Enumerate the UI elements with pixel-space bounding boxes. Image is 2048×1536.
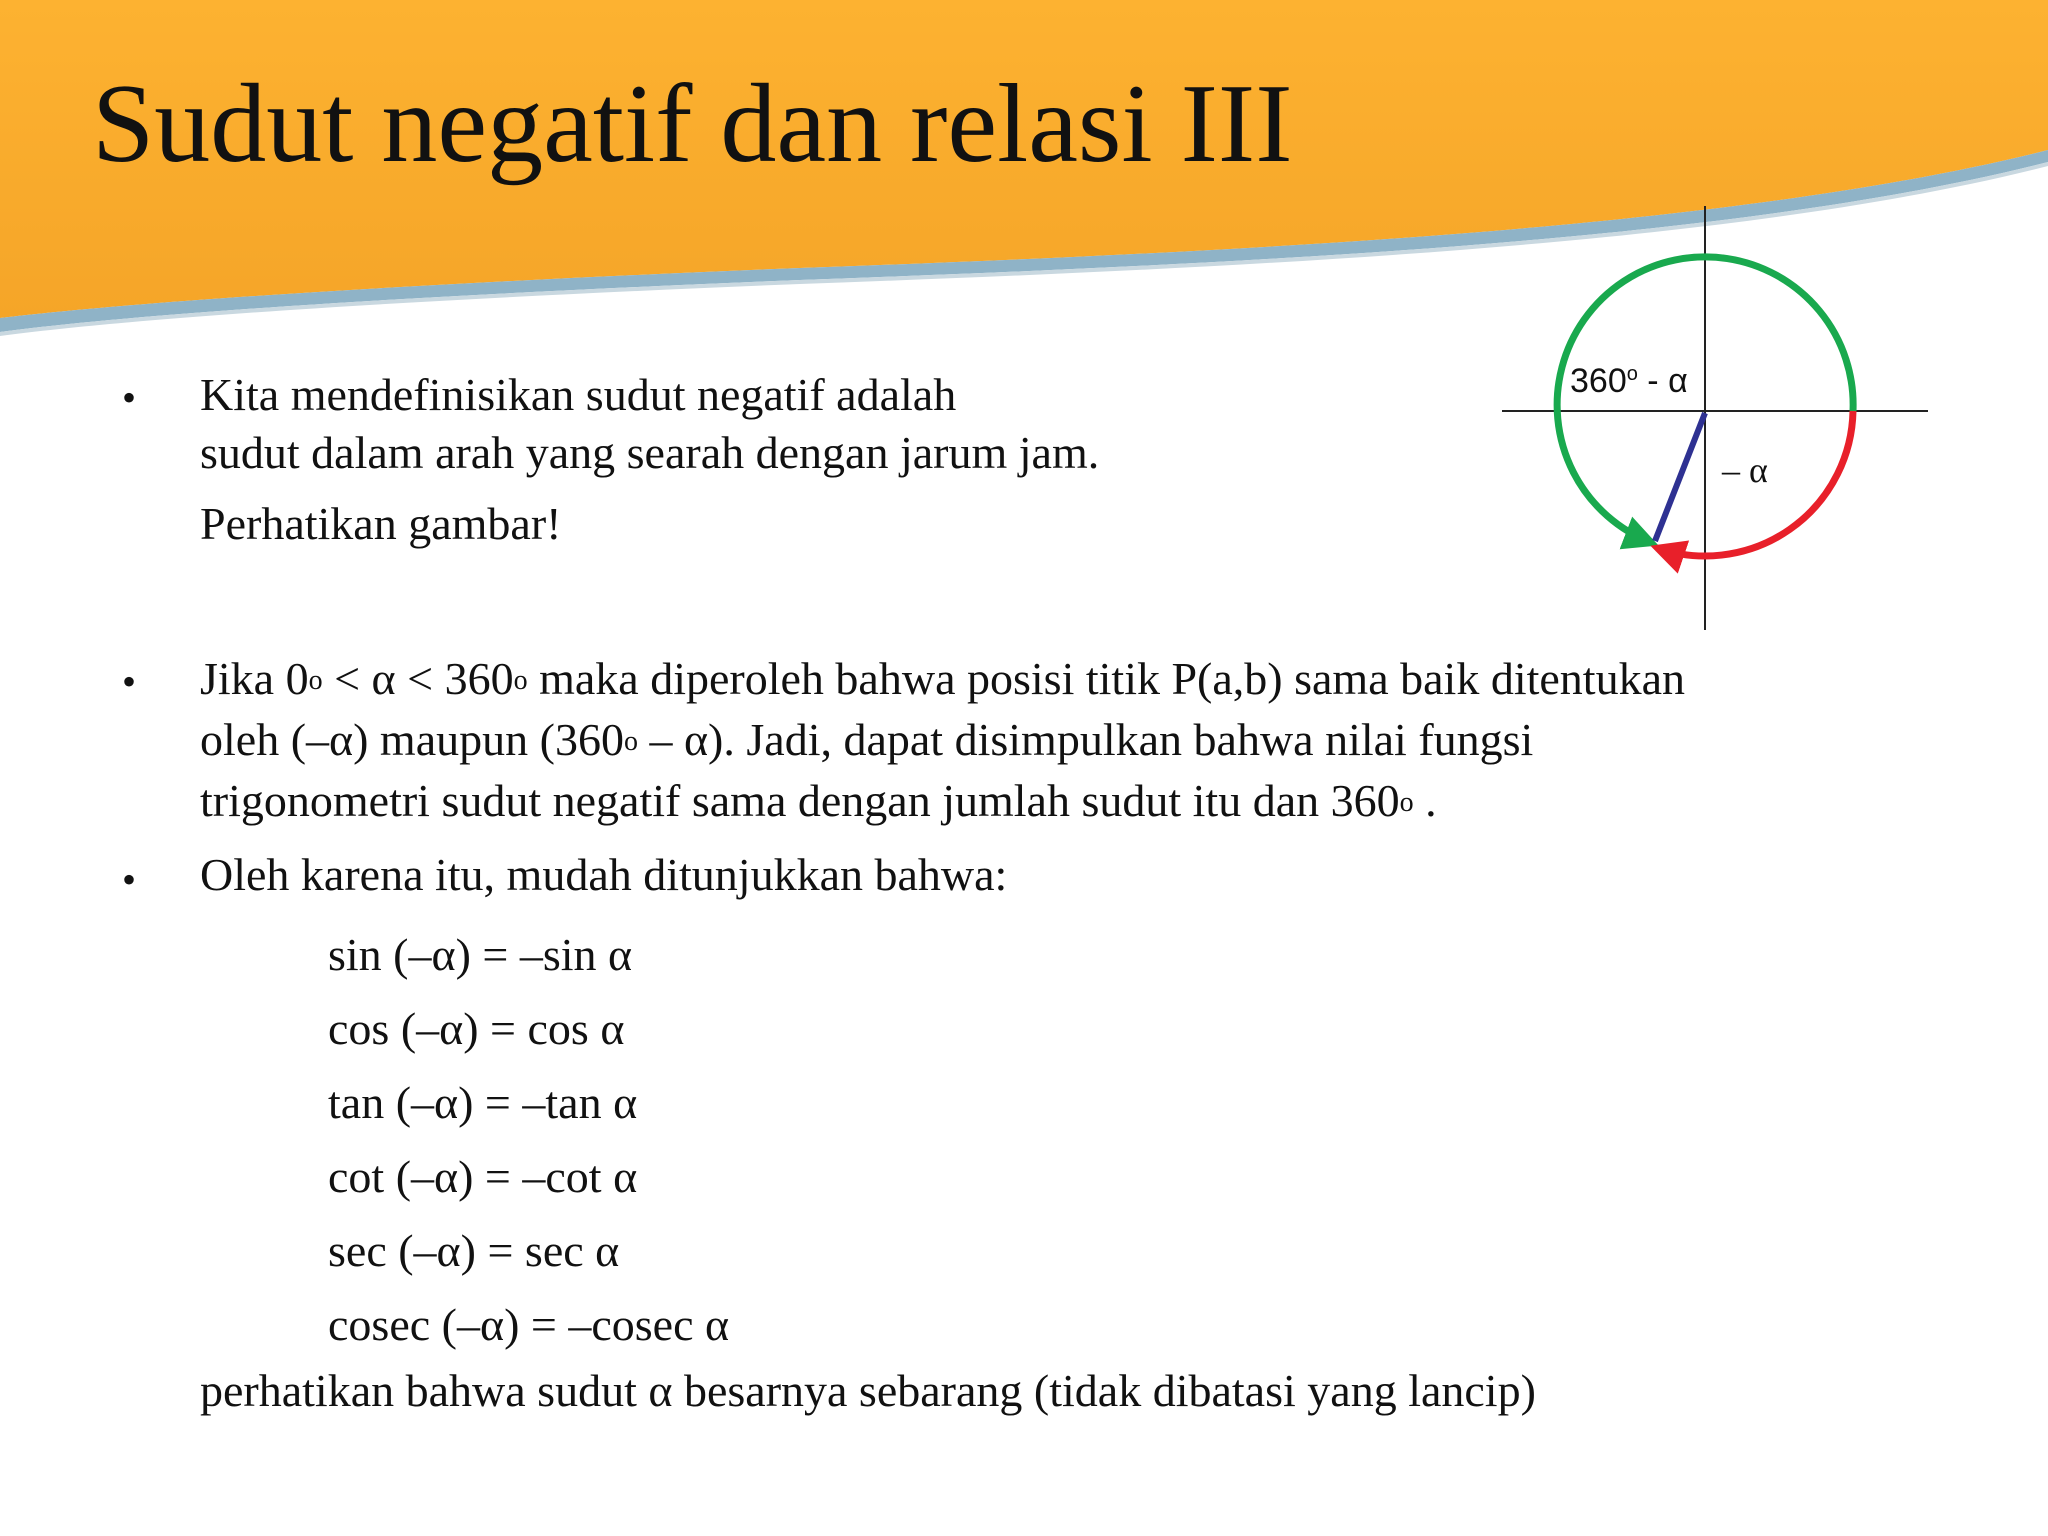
bullet-2-text (200, 648, 1685, 831)
unit-circle-diagram (1490, 196, 1940, 636)
closing-note: perhatikan bahwa sudut α besarnya sebarang (tidak dibatasi yang lancip) (200, 1365, 1536, 1416)
bullet-2-line-3: trigonometri sudut negatif sama dengan jumlah sudut itu dan 360$^o$ . (200, 775, 1437, 826)
formula-sin: sin (–α) = –sin α (328, 929, 633, 980)
formula-cos: cos (–α) = cos α (328, 1003, 625, 1054)
slide-title: Sudut negatif dan relasi III (92, 62, 1293, 186)
bullet-3-text: Oleh karena itu, mudah ditunjukkan bahwa: (200, 849, 1008, 900)
bullet-2-line-2: oleh (–α) maupun (360$^o$ – α). Jadi, dapat disimpulkan bahwa nilai fungsi (200, 714, 1534, 765)
formula-tan: tan (–α) = –tan α (328, 1077, 638, 1128)
bullet-2-marker: • (122, 659, 137, 704)
formula-cosec: cosec (–α) = –cosec α (328, 1299, 730, 1350)
bullet-1-line-1: Kita mendefinisikan sudut negatif adalah (200, 369, 957, 420)
formula-list (328, 918, 729, 1362)
label-360-minus-alpha: 360$^o$ - α (1570, 362, 1688, 400)
radius-line (1655, 413, 1705, 541)
formula-cot: cot (–α) = –cot α (328, 1151, 638, 1202)
label-negative-alpha: – α (1722, 450, 1768, 490)
bullet-1-line-3: Perhatikan gambar! (200, 498, 562, 549)
bullet-1-text (200, 366, 1099, 553)
bullet-3-marker: • (122, 857, 137, 902)
bullet-2-line-1: Jika $0^o < \alpha < 360^o$ maka diperoleh bahwa posisi titik P(a,b) sama baik ditentukan (200, 653, 1685, 704)
formula-sec: sec (–α) = sec α (328, 1225, 620, 1276)
bullet-1-marker: • (122, 375, 137, 420)
bullet-1-line-2: sudut dalam arah yang searah dengan jarum jam. (200, 426, 1100, 478)
